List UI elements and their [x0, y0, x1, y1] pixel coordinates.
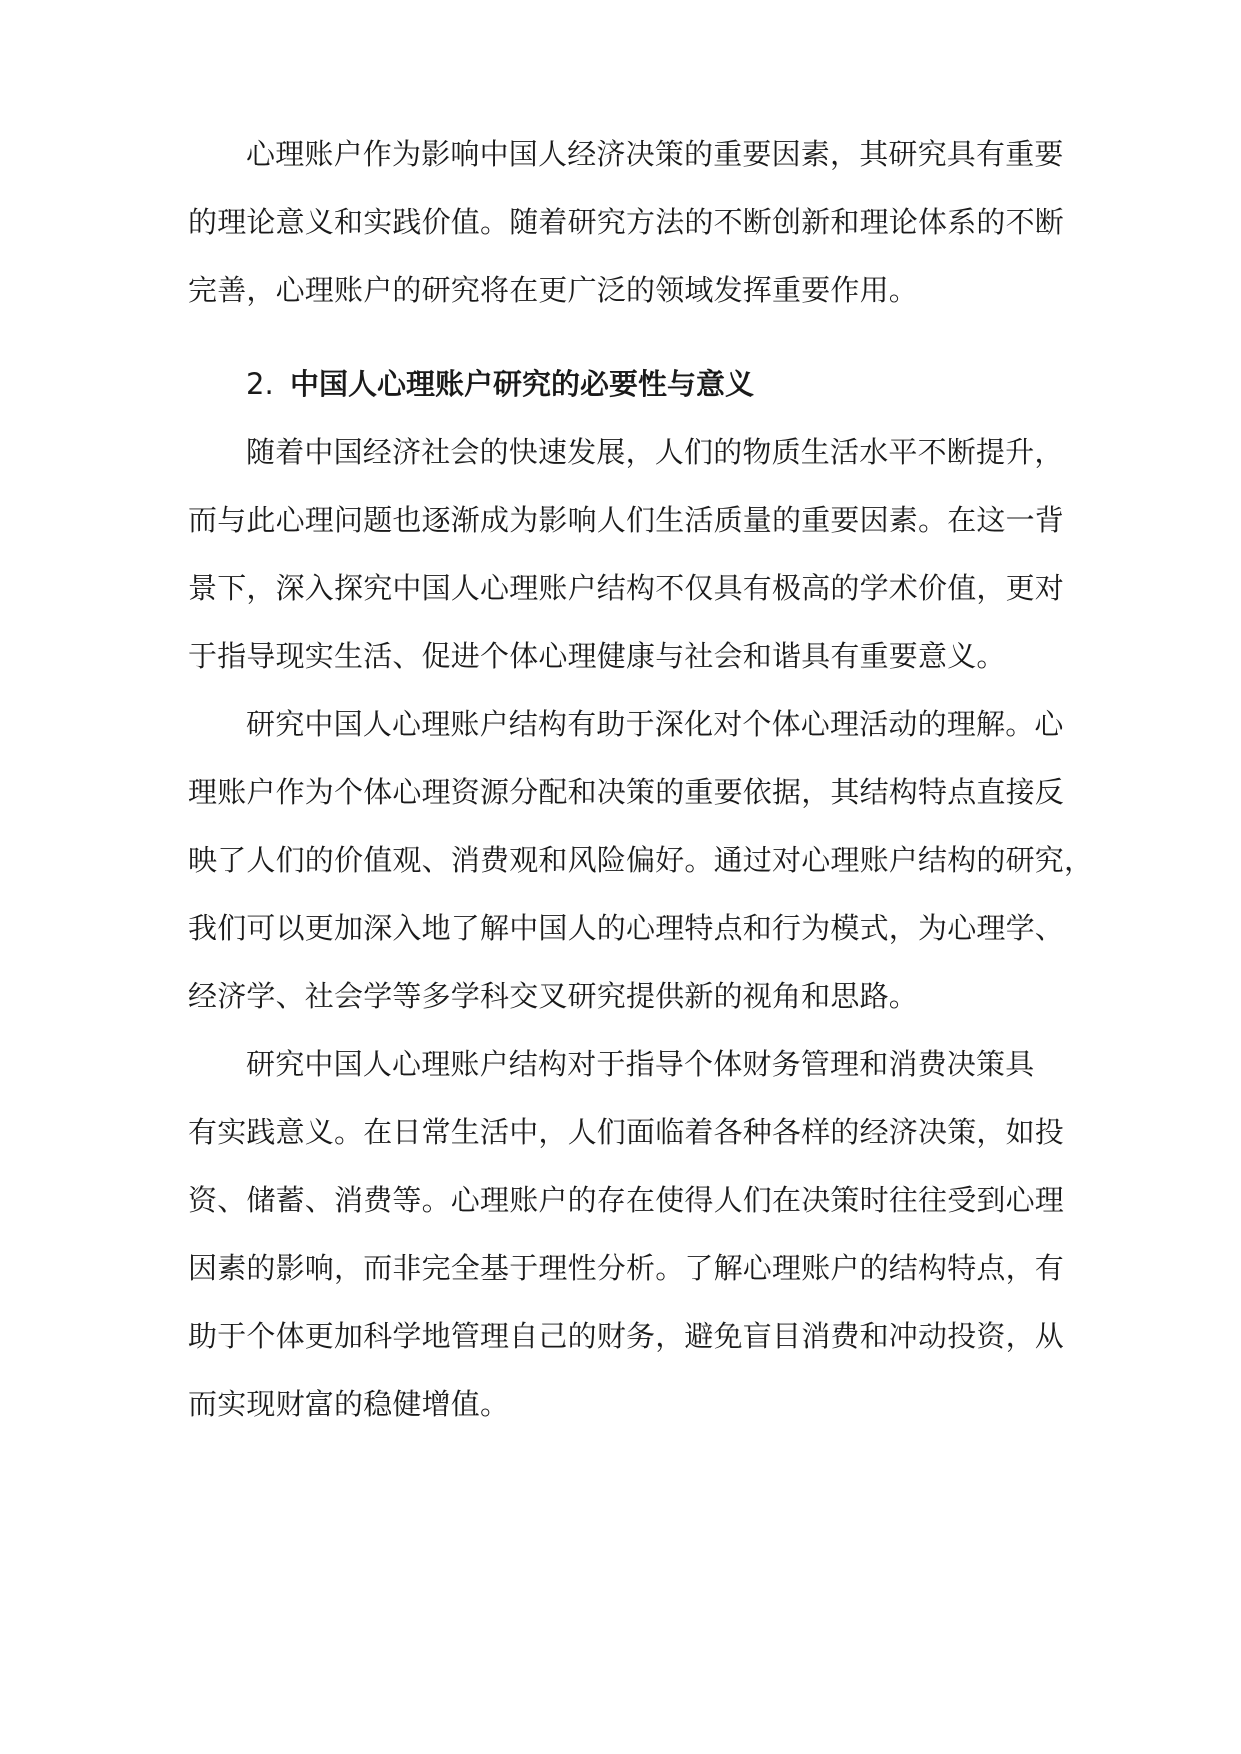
paragraph-line: 的理论意义和实践价值。随着研究方法的不断创新和理论体系的不断	[188, 205, 1065, 239]
section-number: 2.	[246, 367, 274, 401]
paragraph-line: 于指导现实生活、促进个体心理健康与社会和谐具有重要意义。	[188, 639, 1006, 673]
paragraph-line: 映了人们的价值观、消费观和风险偏好。通过对心理账户结构的研究，	[188, 843, 1094, 877]
paragraph-line: 景下，深入探究中国人心理账户结构不仅具有极高的学术价值，更对	[188, 571, 1065, 605]
paragraph-line: 因素的影响，而非完全基于理性分析。了解心理账户的结构特点，有	[188, 1251, 1065, 1285]
paragraph-line: 有实践意义。在日常生活中，人们面临着各种各样的经济决策，如投	[188, 1115, 1065, 1149]
paragraph-line: 理账户作为个体心理资源分配和决策的重要依据，其结构特点直接反	[188, 775, 1065, 809]
paragraph-line: 经济学、社会学等多学科交叉研究提供新的视角和思路。	[188, 979, 919, 1013]
section-title: 中国人心理账户研究的必要性与意义	[290, 367, 755, 401]
section-heading	[246, 364, 1046, 404]
paragraph-line: 我们可以更加深入地了解中国人的心理特点和行为模式，为心理学、	[188, 911, 1065, 945]
paragraph-line: 而与此心理问题也逐渐成为影响人们生活质量的重要因素。在这一背	[188, 503, 1065, 537]
paragraph-line: 资、储蓄、消费等。心理账户的存在使得人们在决策时往往受到心理	[188, 1183, 1065, 1217]
paragraph-line: 完善，心理账户的研究将在更广泛的领域发挥重要作用。	[188, 273, 919, 307]
paragraph-line: 随着中国经济社会的快速发展，人们的物质生活水平不断提升，	[246, 435, 1064, 469]
paragraph-line: 助于个体更加科学地管理自己的财务，避免盲目消费和冲动投资，从	[188, 1319, 1065, 1353]
paragraph-line: 而实现财富的稳健增值。	[188, 1387, 510, 1421]
paragraph-line: 研究中国人心理账户结构对于指导个体财务管理和消费决策具	[246, 1047, 1035, 1081]
paragraph-line: 研究中国人心理账户结构有助于深化对个体心理活动的理解。心	[246, 707, 1064, 741]
paragraph-line: 心理账户作为影响中国人经济决策的重要因素，其研究具有重要	[246, 137, 1064, 171]
